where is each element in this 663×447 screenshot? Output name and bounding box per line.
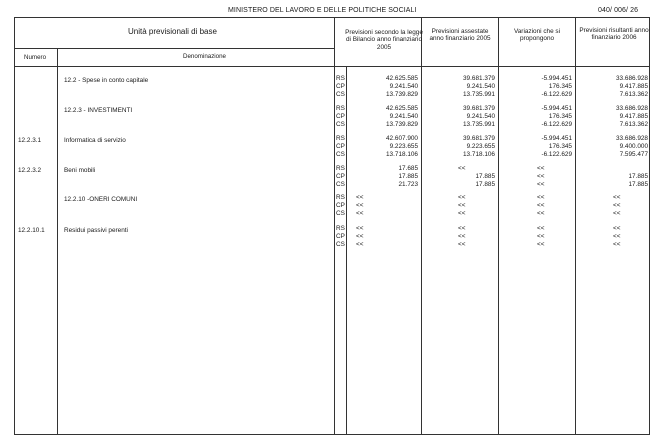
ministry-title: MINISTERO DEL LAVORO E DELLE POLITICHE SOCIALI (228, 7, 417, 14)
cell-c2: << (458, 233, 466, 240)
cell-c1: 13.739.829 (386, 91, 418, 98)
row-code: CS (336, 91, 345, 98)
cell-c4: << (613, 233, 621, 240)
cell-c3: << (537, 181, 545, 188)
cell-c1: << (356, 202, 364, 209)
cell-c1: 13.718.106 (386, 151, 418, 158)
row-denominazione: Beni mobili (64, 167, 96, 174)
cell-c2: << (458, 241, 466, 248)
col3-divider (575, 17, 576, 435)
row-code: CS (336, 210, 345, 217)
cell-c2: 17.885 (475, 181, 495, 188)
cell-c4: 9.417.885 (619, 83, 648, 90)
cell-c2: 39.681.379 (463, 75, 495, 82)
row-code: CP (336, 202, 345, 209)
cell-c3: << (537, 165, 545, 172)
col1-divider (421, 17, 422, 435)
row-code: RS (336, 194, 345, 201)
row-denominazione: Informatica di servizio (64, 137, 126, 144)
row-denominazione: 12.2.10 -ONERI COMUNI (64, 196, 138, 203)
cell-c2: << (458, 202, 466, 209)
cell-c2: 13.735.991 (463, 91, 495, 98)
cell-c1: 17.885 (398, 173, 418, 180)
row-denominazione: 12.2.3 - INVESTIMENTI (64, 107, 133, 114)
cell-c3: << (537, 225, 545, 232)
row-code: RS (336, 135, 345, 142)
cell-c1: 17.685 (398, 165, 418, 172)
cell-c2: << (458, 165, 466, 172)
cell-c4: << (613, 202, 621, 209)
column-header-variazioni: Variazioni che si propongono (513, 28, 561, 43)
cell-c3: << (537, 210, 545, 217)
row-code: CP (336, 173, 345, 180)
cell-c1: 9.241.540 (389, 113, 418, 120)
cell-c4: 33.686.928 (616, 135, 648, 142)
cell-c2: 9.241.540 (466, 83, 495, 90)
cell-c1: 13.739.829 (386, 121, 418, 128)
cell-c3: << (537, 173, 545, 180)
row-code: CP (336, 113, 345, 120)
column-header-risultanti-2006: Previsioni risultanti anno finanziario 2006 (579, 27, 649, 42)
cell-c2: << (458, 194, 466, 201)
denominazione-column-divider (334, 17, 335, 435)
cell-c4: << (613, 210, 621, 217)
header-divider-lower (14, 66, 650, 67)
row-code: CP (336, 143, 345, 150)
cell-c3: 176.345 (548, 143, 572, 150)
numero-column-divider (57, 48, 58, 435)
cell-c1: << (356, 194, 364, 201)
cell-c4: << (613, 194, 621, 201)
cell-c1: 42.625.585 (386, 105, 418, 112)
cell-c3: 176.345 (548, 113, 572, 120)
cell-c2: 39.681.379 (463, 105, 495, 112)
page-reference: 040/ 006/ 26 (598, 7, 639, 14)
cell-c3: << (537, 194, 545, 201)
cell-c1: << (356, 233, 364, 240)
cell-c3: -5.994.451 (541, 105, 572, 112)
cell-c3: -6.122.629 (541, 121, 572, 128)
cell-c4: 17.885 (628, 173, 648, 180)
cell-c2: 39.681.379 (463, 135, 495, 142)
cell-c3: 176.345 (548, 83, 572, 90)
row-code: CP (336, 233, 345, 240)
cell-c1: 42.625.585 (386, 75, 418, 82)
cell-c4: 7.595.477 (619, 151, 648, 158)
cell-c3: << (537, 202, 545, 209)
row-number: 12.2.3.2 (18, 167, 42, 174)
row-code: CS (336, 241, 345, 248)
cell-c1: << (356, 241, 364, 248)
cell-c2: 9.223.655 (466, 143, 495, 150)
row-denominazione: 12.2 - Spese in conto capitale (64, 77, 149, 84)
col2-divider (498, 17, 499, 435)
cell-c4: 9.400.000 (619, 143, 648, 150)
cell-c3: << (537, 241, 545, 248)
cell-c4: 9.417.885 (619, 113, 648, 120)
cell-c3: << (537, 233, 545, 240)
row-number: 12.2.3.1 (18, 137, 42, 144)
cell-c1: 21.723 (398, 181, 418, 188)
cell-c4: 17.885 (628, 181, 648, 188)
cell-c1: << (356, 210, 364, 217)
row-code: CS (336, 181, 345, 188)
cell-c1: 9.223.655 (389, 143, 418, 150)
row-code: CP (336, 83, 345, 90)
cell-c4: << (613, 241, 621, 248)
row-code: RS (336, 165, 345, 172)
cell-c2: 9.241.540 (466, 113, 495, 120)
cell-c3: -6.122.629 (541, 91, 572, 98)
code-column-divider (346, 66, 347, 435)
cell-c2: << (458, 225, 466, 232)
denominazione-header: Denominazione (183, 53, 226, 60)
cell-c2: 17.885 (475, 173, 495, 180)
cell-c3: -5.994.451 (541, 75, 572, 82)
row-code: RS (336, 105, 345, 112)
row-code: RS (336, 75, 345, 82)
cell-c2: 13.718.106 (463, 151, 495, 158)
cell-c1: 42.607.900 (386, 135, 418, 142)
row-code: CS (336, 121, 345, 128)
column-header-assestate-2005: Previsioni assestate anno finanziario 2005 (429, 28, 491, 43)
cell-c2: 13.735.991 (463, 121, 495, 128)
cell-c1: 9.241.540 (389, 83, 418, 90)
cell-c4: << (613, 225, 621, 232)
cell-c4: 7.613.362 (619, 121, 648, 128)
row-denominazione: Residui passivi perenti (64, 227, 128, 234)
cell-c2: << (458, 210, 466, 217)
cell-c4: 7.613.362 (619, 91, 648, 98)
numero-header: Numero (24, 54, 47, 61)
cell-c3: -5.994.451 (541, 135, 572, 142)
column-header-bilancio-2005: Previsioni secondo la legge di Bilancio anno finanziario 2005 (345, 29, 423, 51)
header-divider-upper (14, 48, 334, 49)
cell-c3: -6.122.629 (541, 151, 572, 158)
section-title: Unità previsionali di base (128, 27, 217, 36)
row-code: RS (336, 225, 345, 232)
cell-c4: 33.686.928 (616, 105, 648, 112)
cell-c4: 33.686.928 (616, 75, 648, 82)
row-code: CS (336, 151, 345, 158)
row-number: 12.2.10.1 (18, 227, 45, 234)
cell-c1: << (356, 225, 364, 232)
